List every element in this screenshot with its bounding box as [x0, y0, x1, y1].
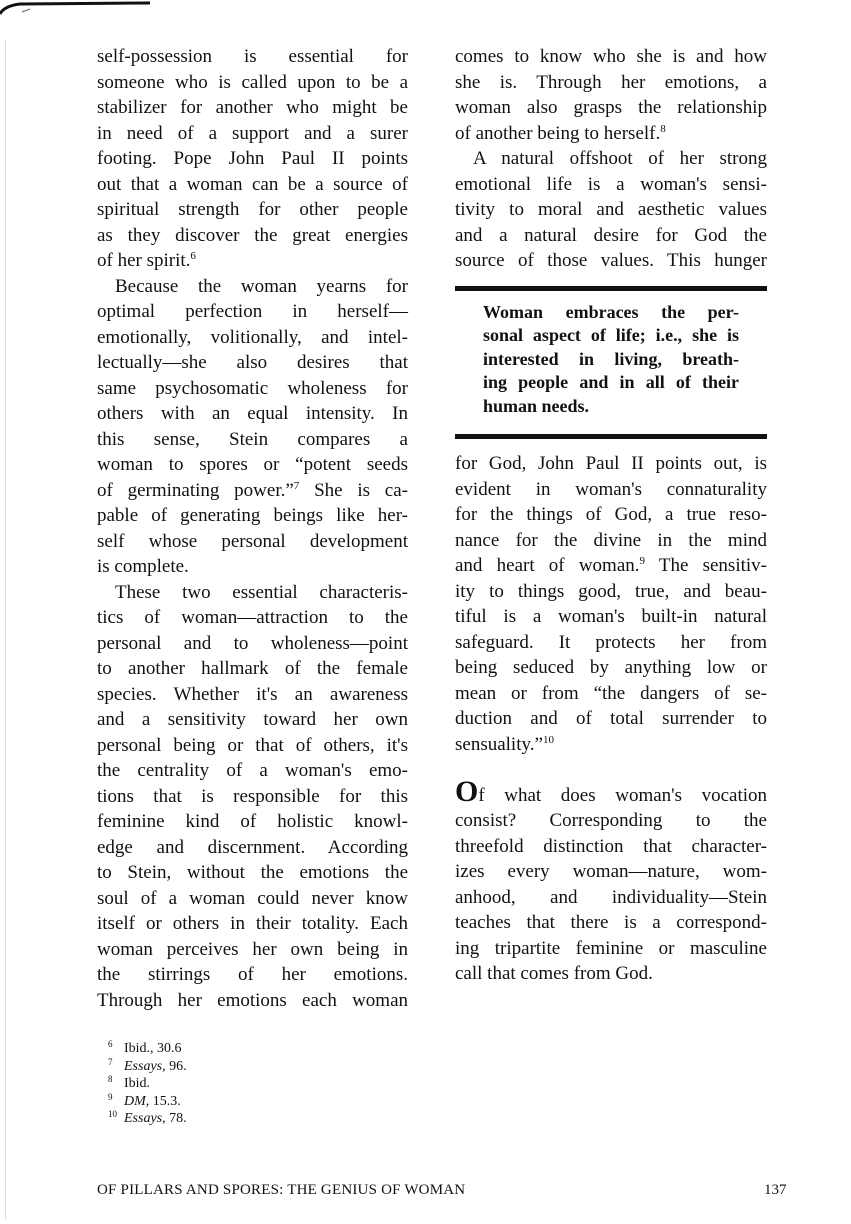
- line-text: emotional life is a woman's sensi-: [455, 173, 767, 195]
- footnote-text: , 15.3.: [145, 1093, 181, 1109]
- line-text: as they discover the great energies: [97, 224, 408, 246]
- text-line: [97, 580, 408, 606]
- text-line: [97, 197, 408, 223]
- text-line: [97, 401, 408, 427]
- line-text: she is. Through her emotions, a: [455, 71, 767, 93]
- text-line: [97, 784, 408, 810]
- footnote-reference: 9: [639, 555, 646, 567]
- text-line: [455, 502, 767, 528]
- footnote: $^9$ DM, 15.3.: [108, 1091, 181, 1109]
- running-footer-title: OF PILLARS AND SPORES: THE GENIUS OF WOMAN: [97, 1182, 466, 1198]
- line-text: someone who is called upon to be a: [97, 71, 408, 93]
- text-line: [97, 274, 408, 300]
- text-line: [97, 937, 408, 963]
- text-line: [97, 478, 408, 504]
- line-text: nance for the divine in the mind: [455, 529, 767, 551]
- line-text: These two essential characteris-: [115, 581, 408, 603]
- line-text: izes every woman—nature, wom-: [455, 861, 767, 882]
- footnote-text: Ibid., 30.6: [124, 1041, 182, 1056]
- paragraph-gap: [455, 757, 767, 783]
- text-line: [97, 656, 408, 682]
- line-text: pable of generating beings like her-: [97, 505, 408, 526]
- text-line: [97, 733, 408, 759]
- line-text: tics of woman—attraction to the: [97, 607, 408, 628]
- line-text: ity to things good, true, and beau-: [455, 580, 767, 602]
- footnote-reference: 6: [190, 250, 196, 262]
- drop-cap: O: [455, 774, 479, 808]
- text-line: [97, 172, 408, 198]
- text-line: [455, 146, 767, 172]
- text-line: [97, 835, 408, 861]
- text-line: [455, 774, 767, 809]
- text-line: [455, 528, 767, 554]
- line-text: is complete.: [97, 556, 189, 577]
- text-line: [97, 554, 408, 580]
- line-text: Because the woman yearns for: [115, 275, 408, 297]
- line-text: for God, John Paul II points out, is: [455, 453, 767, 474]
- line-text: threefold distinction that character-: [455, 835, 767, 857]
- text-line: [97, 146, 408, 172]
- line-text: evident in woman's connaturality: [455, 478, 767, 500]
- text-line: [97, 121, 408, 147]
- line-text: self-possession is essential for: [97, 46, 408, 67]
- text-line: [97, 911, 408, 937]
- text-line: [455, 223, 767, 249]
- text-line: [97, 605, 408, 631]
- text-line: [97, 452, 408, 478]
- text-line: [455, 859, 767, 885]
- line-text: A natural offshoot of her strong: [473, 148, 767, 169]
- line-text: anhood, and individuality—Stein: [455, 886, 767, 908]
- text-line: [97, 962, 408, 988]
- line-text: footing. Pope John Paul II points: [97, 148, 408, 169]
- line-text: sensuality.”: [455, 733, 543, 755]
- line-text: to Stein, without the emotions the: [97, 862, 408, 883]
- line-text: this sense, Stein compares a: [97, 428, 408, 450]
- scan-artifact-corner: [0, 0, 160, 30]
- text-line: [483, 324, 739, 348]
- line-text: call that comes from God.: [455, 963, 653, 984]
- text-line: [455, 834, 767, 860]
- footnote-text: , 78.: [162, 1111, 187, 1126]
- line-text: edge and discernment. According: [97, 836, 408, 858]
- line-text: for the things of God, a true reso-: [455, 504, 767, 525]
- line-text: and a sensitivity toward her own: [97, 709, 408, 730]
- line-text: ing tripartite feminine or masculine: [455, 937, 767, 959]
- left-column: [97, 44, 408, 1013]
- line-text-continued: The sensitiv-: [645, 555, 767, 576]
- text-line: [455, 121, 767, 147]
- line-text: woman perceives her own being in: [97, 938, 408, 960]
- text-line: [97, 376, 408, 402]
- scan-edge-line: [5, 40, 6, 1220]
- text-line: [97, 707, 408, 733]
- text-line: [97, 758, 408, 784]
- text-line: [97, 299, 408, 325]
- text-line: [97, 809, 408, 835]
- footnote-reference: 10: [542, 733, 554, 746]
- line-text: source of those values. This hunger: [455, 250, 767, 271]
- text-line: [455, 655, 767, 681]
- line-text: sonal aspect of life; i.e., she is: [483, 325, 739, 345]
- text-line: [455, 44, 767, 70]
- text-line: [97, 682, 408, 708]
- text-line: [455, 248, 767, 274]
- footnote: $^7$ Essays, 96.: [108, 1056, 187, 1074]
- line-text: of her spirit.: [97, 250, 191, 271]
- line-text: emotionally, volitionally, and intel-: [97, 326, 408, 348]
- footnotes: [108, 1040, 187, 1128]
- right-column: [455, 44, 767, 987]
- text-line: [455, 808, 767, 834]
- line-text: personal being or that of others, it's: [97, 734, 408, 756]
- text-line: [97, 503, 408, 529]
- text-line: [455, 630, 767, 656]
- line-text: human needs.: [483, 395, 590, 416]
- text-line: [97, 325, 408, 351]
- line-text: spiritual strength for other people: [97, 199, 408, 220]
- text-line: [97, 95, 408, 121]
- line-text: lectually—she also desires that: [97, 352, 408, 373]
- text-line: [455, 95, 767, 121]
- text-line: [455, 477, 767, 503]
- line-text: species. Whether it's an awareness: [97, 683, 408, 705]
- text-line: [97, 248, 408, 274]
- footnote-reference: 8: [660, 122, 666, 135]
- line-text: tions that is responsible for this: [97, 785, 408, 807]
- line-text: of another being to herself.: [455, 122, 661, 144]
- text-line: [97, 886, 408, 912]
- line-text: teaches that there is a correspond-: [455, 912, 767, 933]
- text-line: [97, 860, 408, 886]
- line-text: and a natural desire for God the: [455, 224, 767, 246]
- text-line: [455, 172, 767, 198]
- line-text: in need of a support and a surer: [97, 122, 408, 144]
- line-text: woman to spores or “potent seeds: [97, 454, 408, 475]
- text-line: [97, 350, 408, 376]
- text-line: [97, 988, 408, 1014]
- footnote-reference: 7: [293, 479, 300, 492]
- line-text: soul of a woman could never know: [97, 887, 408, 909]
- right-column-bottom: [455, 451, 767, 987]
- line-text: and heart of woman.: [455, 555, 640, 576]
- footnote: $^6$ Ibid., 30.6: [108, 1039, 182, 1056]
- line-text: out that a woman can be a source of: [97, 173, 408, 195]
- text-line: [455, 706, 767, 732]
- line-text: f what does woman's vocation: [478, 784, 767, 806]
- pull-quote: [455, 286, 767, 440]
- right-column-top: [455, 44, 767, 274]
- line-text: comes to know who she is and how: [455, 46, 767, 67]
- line-text: of germinating power.”: [97, 479, 294, 501]
- line-text: tiful is a woman's built-in natural: [455, 606, 767, 627]
- text-line: [455, 732, 767, 758]
- text-line: [97, 44, 408, 70]
- line-text: consist? Corresponding to the: [455, 810, 767, 831]
- line-text: itself or others in their totality. Each: [97, 913, 408, 934]
- text-line: [97, 427, 408, 453]
- line-text: others with an equal intensity. In: [97, 403, 408, 424]
- text-line: [455, 885, 767, 911]
- text-line: [455, 910, 767, 936]
- footnote: $^{10}$ Essays, 78.: [108, 1109, 187, 1126]
- line-text: self whose personal development: [97, 530, 408, 552]
- text-line: [455, 681, 767, 707]
- text-line: [97, 70, 408, 96]
- line-text: stabilizer for another who might be: [97, 97, 408, 118]
- line-text: mean or from “the dangers of se-: [455, 682, 767, 704]
- line-text: tivity to moral and aesthetic values: [455, 199, 767, 220]
- line-text: personal and to wholeness—point: [97, 632, 408, 654]
- line-text: Through her emotions each woman: [97, 989, 408, 1011]
- line-text: same psychosomatic wholeness for: [97, 377, 408, 399]
- text-line: [455, 604, 767, 630]
- line-text: the stirrings of her emotions.: [97, 964, 408, 985]
- text-line: [97, 223, 408, 249]
- footnote-source-title: Essays: [124, 1058, 163, 1074]
- text-line: [483, 348, 739, 372]
- text-line: [483, 301, 739, 325]
- footnote-source-title: DM: [124, 1093, 146, 1109]
- footnote: $^8$ Ibid.: [108, 1074, 151, 1091]
- line-text: woman also grasps the relationship: [455, 97, 767, 118]
- line-text: to another hallmark of the female: [97, 658, 408, 679]
- text-line: [455, 70, 767, 96]
- line-text: interested in living, breath-: [483, 348, 739, 369]
- text-line: [455, 553, 767, 579]
- line-text: Woman embraces the per-: [483, 301, 739, 322]
- line-text-continued: She is ca-: [299, 479, 408, 501]
- text-line: [483, 395, 739, 419]
- footnote-text: , 96.: [162, 1058, 187, 1074]
- text-line: [483, 371, 739, 395]
- line-text: the centrality of a woman's emo-: [97, 760, 408, 781]
- text-line: [97, 631, 408, 657]
- line-text: optimal perfection in herself—: [97, 301, 408, 322]
- footnote-source-title: Essays: [124, 1111, 163, 1126]
- line-text: feminine kind of holistic knowl-: [97, 811, 408, 832]
- text-line: [455, 961, 767, 987]
- line-text: safeguard. It protects her from: [455, 631, 767, 653]
- text-line: [455, 197, 767, 223]
- line-text: duction and of total surrender to: [455, 708, 767, 729]
- line-text: being seduced by anything low or: [455, 657, 767, 678]
- text-line: [97, 529, 408, 555]
- text-line: [455, 936, 767, 962]
- text-line: [455, 451, 767, 477]
- line-text: ing people and in all of their: [483, 372, 739, 392]
- page-number: 137: [764, 1182, 787, 1198]
- text-line: [455, 579, 767, 605]
- footnote-text: Ibid.: [124, 1076, 151, 1091]
